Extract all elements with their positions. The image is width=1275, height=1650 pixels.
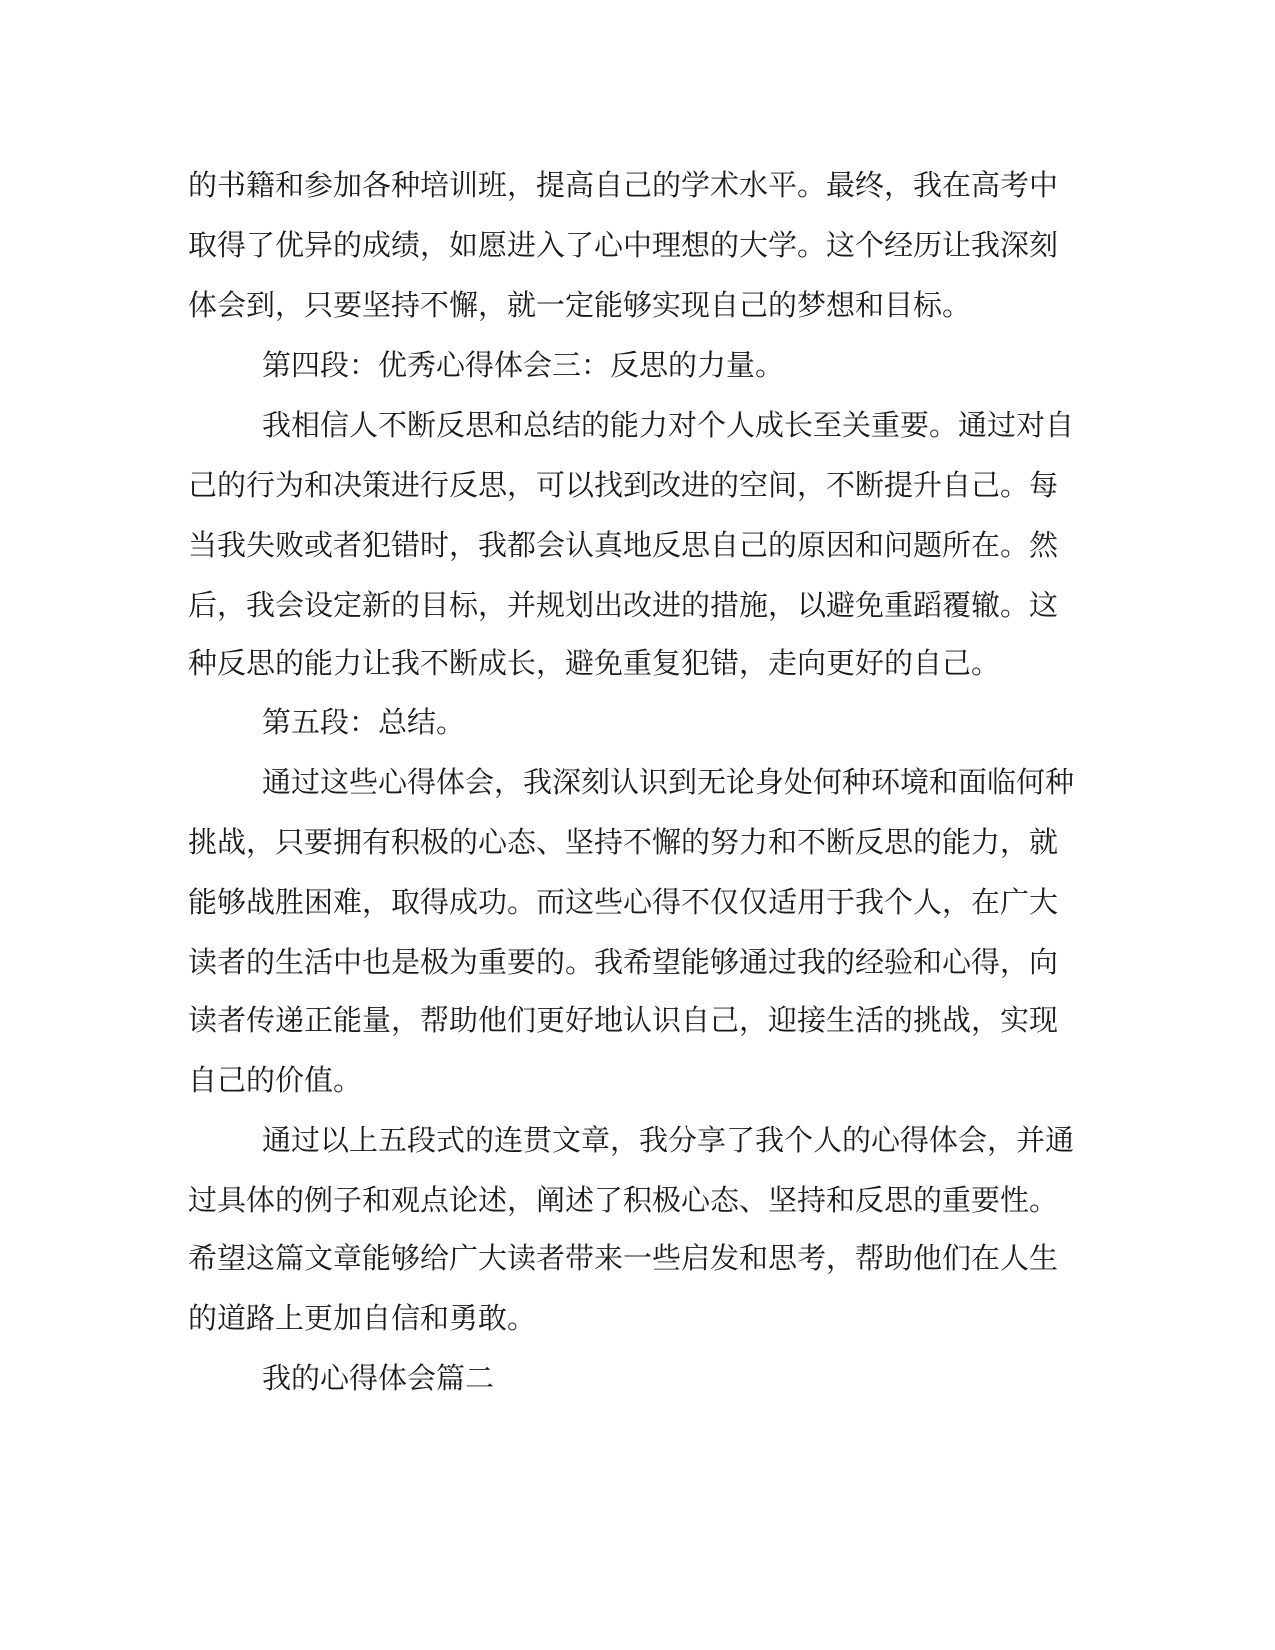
text-line: 取得了优异的成绩，如愿进入了心中理想的大学。这个经历让我深刻 — [188, 228, 1059, 262]
text-line: 的书籍和参加各种培训班，提高自己的学术水平。最终，我在高考中 — [188, 168, 1059, 202]
text-line: 当我失败或者犯错时，我都会认真地反思自己的原因和问题所在。然 — [188, 528, 1059, 562]
text-line: 希望这篇文章能够给广大读者带来一些启发和思考，帮助他们在人生 — [188, 1241, 1059, 1275]
text-line: 读者传递正能量，帮助他们更好地认识自己，迎接生活的挑战，实现 — [188, 1003, 1059, 1037]
section-heading-5: 第五段：总结。 — [262, 705, 466, 739]
text-line: 读者的生活中也是极为重要的。我希望能够通过我的经验和心得，向 — [188, 945, 1059, 979]
text-line: 通过这些心得体会，我深刻认识到无论身处何种环境和面临何种 — [262, 765, 1075, 799]
text-line: 我相信人不断反思和总结的能力对个人成长至关重要。通过对自 — [262, 408, 1075, 442]
text-line: 的道路上更加自信和勇敢。 — [188, 1301, 537, 1335]
section-heading-4: 第四段：优秀心得体会三：反思的力量。 — [262, 348, 785, 382]
text-line: 自己的价值。 — [188, 1063, 363, 1097]
text-line: 体会到，只要坚持不懈，就一定能够实现自己的梦想和目标。 — [188, 288, 972, 322]
text-line: 过具体的例子和观点论述，阐述了积极心态、坚持和反思的重要性。 — [188, 1183, 1059, 1217]
text-line: 种反思的能力让我不断成长，避免重复犯错，走向更好的自己。 — [188, 646, 1001, 680]
text-line: 挑战，只要拥有积极的心态、坚持不懈的努力和不断反思的能力，就 — [188, 825, 1059, 859]
text-line: 通过以上五段式的连贯文章，我分享了我个人的心得体会，并通 — [262, 1123, 1075, 1157]
text-line: 己的行为和决策进行反思，可以找到改进的空间，不断提升自己。每 — [188, 468, 1059, 502]
text-line: 能够战胜困难，取得成功。而这些心得不仅仅适用于我个人，在广大 — [188, 885, 1059, 919]
text-line: 后，我会设定新的目标，并规划出改进的措施，以避免重蹈覆辙。这 — [188, 588, 1059, 622]
article-title: 我的心得体会篇二 — [262, 1361, 495, 1395]
